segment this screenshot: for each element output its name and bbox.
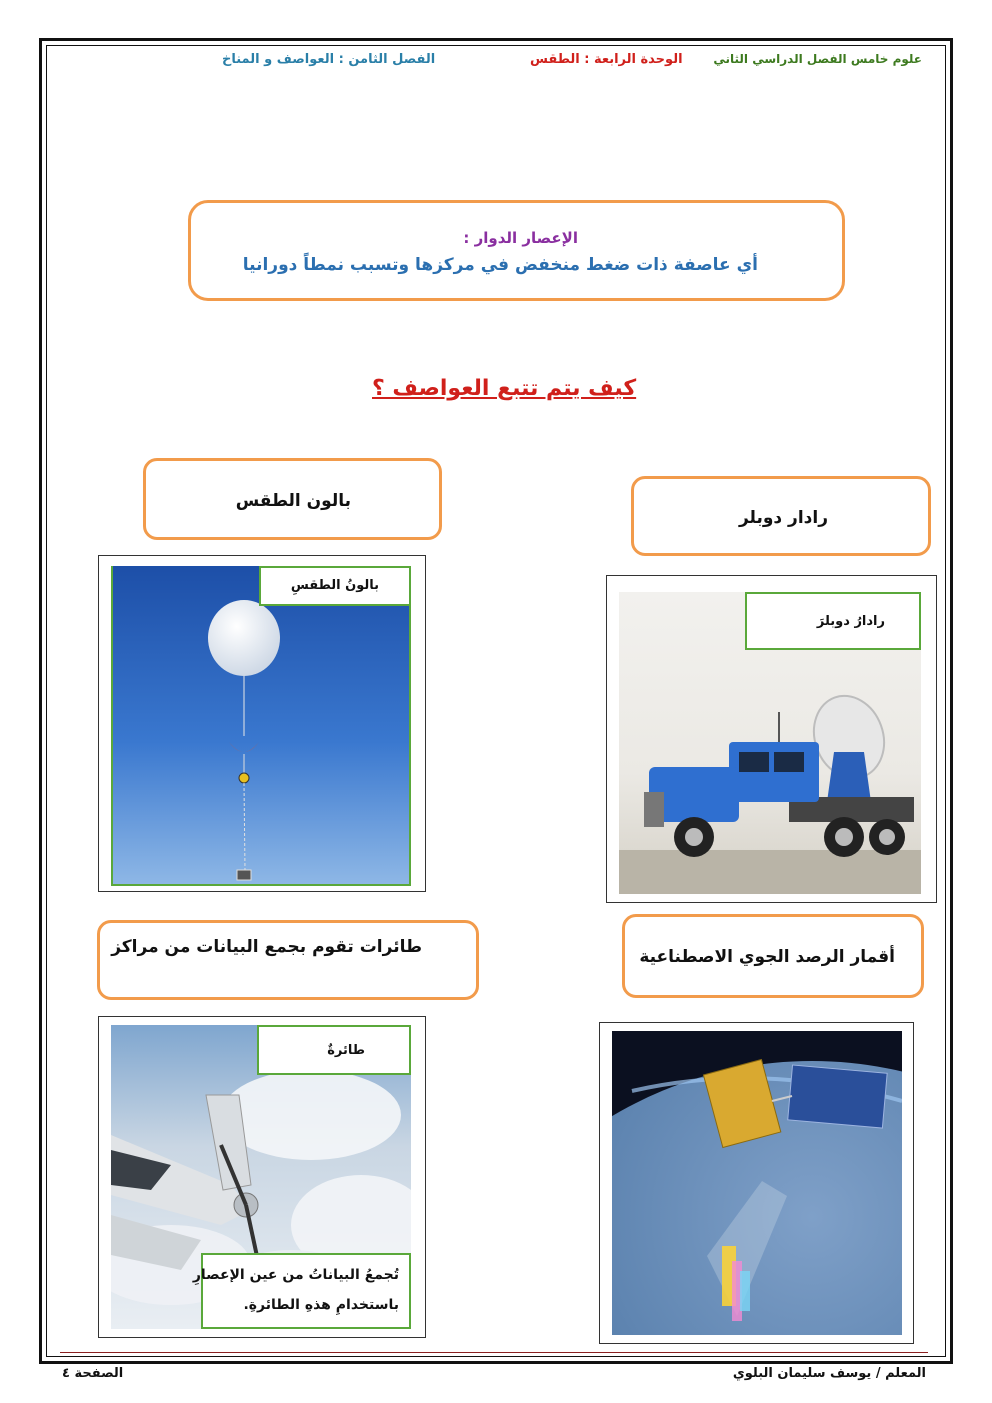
satellite-label: أقمار الرصد الجوي الاصطناعية xyxy=(639,947,895,967)
aircraft-image-caption: طائرةٌ xyxy=(327,1043,365,1058)
radar-photo xyxy=(606,575,937,903)
weather-satellite-illustration xyxy=(612,1031,902,1335)
radar-image-caption: رادارُ دوبلرَ xyxy=(816,614,885,629)
radar-label-box xyxy=(631,476,931,556)
definition-text: أي عاصفة ذات ضغط منخفض في مركزها وتسبب نمطاً دورانيا xyxy=(242,255,758,275)
balloon-photo xyxy=(98,555,426,892)
satellite-label-box xyxy=(622,914,924,998)
aircraft-image-caption-tag xyxy=(257,1025,411,1075)
radar-image-caption-tag xyxy=(745,592,921,650)
header-subject: علوم خامس الفصل الدراسي الثاني xyxy=(713,52,922,66)
aircraft-image-note-box xyxy=(192,1253,411,1329)
definition-term: الإعصار الدوار : xyxy=(463,229,578,247)
balloon-image-caption: بالونُ الطقسِ xyxy=(290,578,379,593)
header-chapter: الفصل الثامن : العواصف و المناخ xyxy=(222,52,436,67)
balloon-label-box xyxy=(143,458,442,540)
footer-page-number: الصفحة ٤ xyxy=(62,1366,124,1381)
aircraft-image-note-line1: تُجمعُ البياناتُ من عين الإعصارِ xyxy=(192,1267,399,1283)
aircraft-label: طائرات تقوم بجمع البيانات من مراكز xyxy=(111,937,422,957)
aircraft-photo xyxy=(98,1016,426,1338)
aircraft-label-box xyxy=(97,920,479,1000)
definition-box xyxy=(188,200,845,301)
footer-divider xyxy=(60,1352,928,1353)
aircraft-image-note-line2: باستخدامِ هذهِ الطائرةِ. xyxy=(243,1297,399,1313)
radar-label: رادار دوبلر xyxy=(738,508,828,528)
balloon-label: بالون الطقس xyxy=(235,491,351,511)
header-unit: الوحدة الرابعة : الطقس xyxy=(530,52,683,67)
section-question: كيف يتم تتبع العواصف ؟ xyxy=(372,376,637,401)
footer-teacher: المعلم / يوسف سليمان البلوي xyxy=(732,1366,926,1381)
balloon-photo-green-border xyxy=(111,566,411,886)
satellite-photo xyxy=(599,1022,914,1344)
